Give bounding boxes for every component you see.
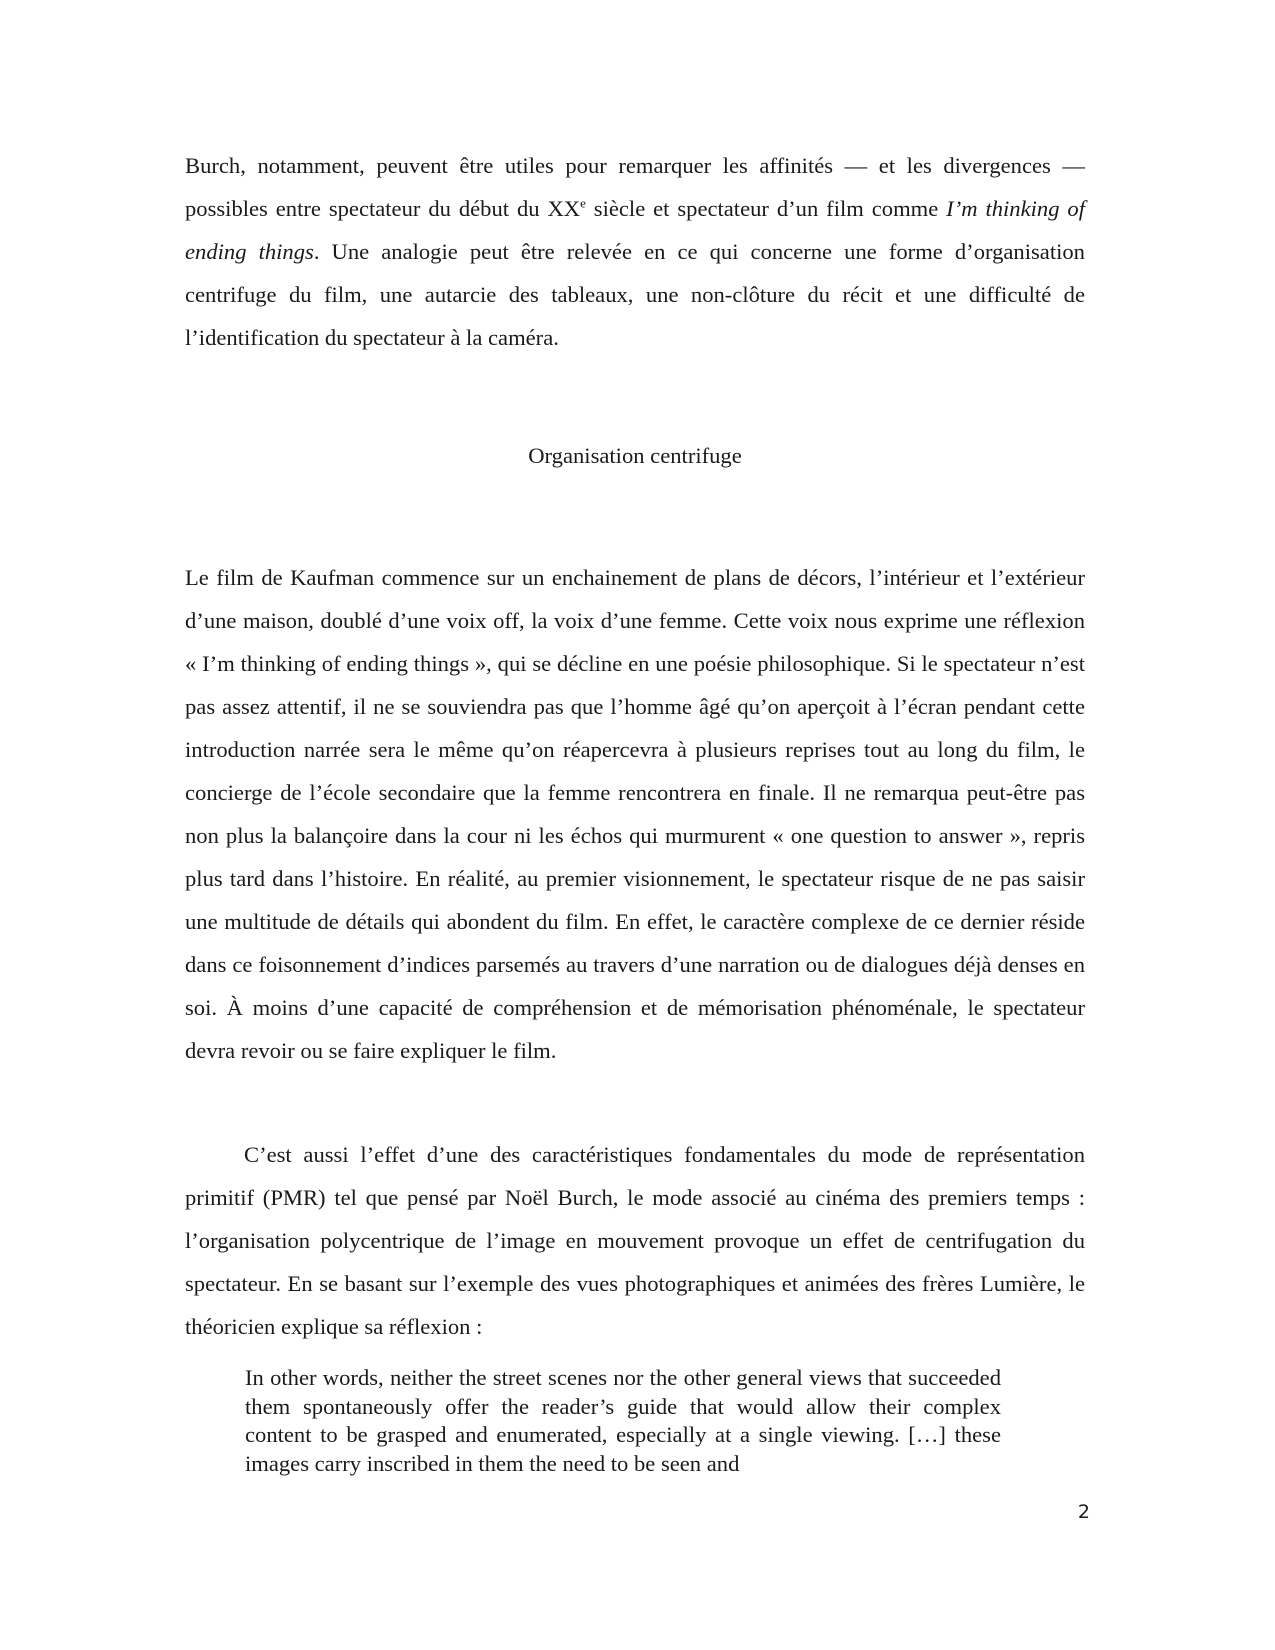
intro-text-part3: . Une analogie peut être relevée en ce qui concerne une forme d’organisation centrifuge du film, une autarcie des tableaux, une non-clôture du récit et une difficulté de l’identification du spectateur à la caméra. xyxy=(185,239,1085,350)
paragraph-1 xyxy=(185,556,1085,1072)
film-title: I’m thinking of ending things xyxy=(185,196,1085,264)
paragraph-2 xyxy=(185,1133,1085,1348)
century-superscript: e xyxy=(580,195,586,211)
intro-paragraph xyxy=(185,144,1085,359)
page-number: 2 xyxy=(1077,1501,1090,1523)
paragraph-1-text: Le film de Kaufman commence sur un enchainement de plans de décors, l’intérieur et l’extérieur d’une maison, doublé d’une voix off, la voix d’une femme. Cette voix nous exprime une réflexion « I’m thinking of ending things », qui se décline en une poésie philosophique. Si le spectateur n’est pas assez attentif, il ne se souviendra pas que l’homme âgé qu’on aperçoit à l’écran pendant cette introduction narrée sera le même qu’on réapercevra à plusieurs reprises tout au long du film, le concierge de l’école secondaire que la femme rencontrera en finale. Il ne remarqua peut-être pas non plus la balançoire dans la cour ni les échos qui murmurent « one question to answer », repris plus tard dans l’histoire. En réalité, au premier visionnement, le spectateur risque de ne pas saisir une multitude de détails qui abondent du film. En effet, le caractère complexe de ce dernier réside dans ce foisonnement d’indices parsemés au travers d’une narration ou de dialogues déjà denses en soi. À moins d’une capacité de compréhension et de mémorisation phénoménale, le spectateur devra revoir ou se faire expliquer le film. xyxy=(185,565,1085,1063)
intro-text-part1: Burch, notamment, peuvent être utiles pour remarquer les affinités — et les divergences — possibles entre spectateur du début du XX xyxy=(185,153,1085,221)
paragraph-2-text: C’est aussi l’effet d’une des caractéristiques fondamentales du mode de représentation primitif (PMR) tel que pensé par Noël Burch, le mode associé au cinéma des premiers temps : l’organisation polycentrique de l’image en mouvement provoque un effet de centrifugation du spectateur. En se basant sur l’exemple des vues photographiques et animées des frères Lumière, le théoricien explique sa réflexion : xyxy=(185,1142,1085,1339)
block-quote: In other words, neither the street scenes nor the other general views that succeeded them spontaneously offer the reader’s guide that would allow their complex content to be grasped and enumerated, especially at a single viewing. […] these images carry inscribed in them the need to be seen and xyxy=(245,1365,1001,1476)
intro-text-part2: siècle et spectateur d’un film comme xyxy=(585,196,947,221)
intro-text xyxy=(185,144,1085,359)
section-heading: Organisation centrifuge xyxy=(528,443,742,468)
